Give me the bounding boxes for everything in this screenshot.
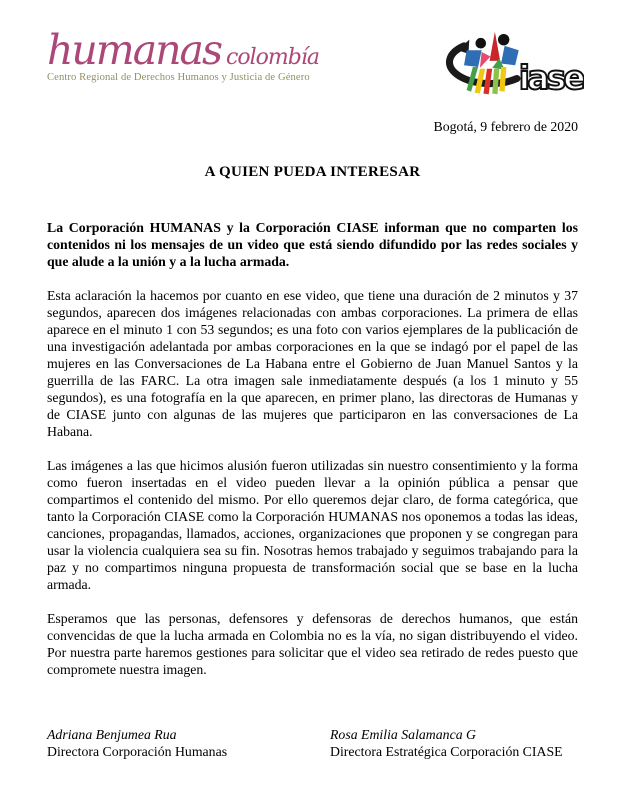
ciase-logo xyxy=(434,24,584,108)
ciase-logo-text: iase xyxy=(518,59,583,98)
humanas-logo-tagline: Centro Regional de Derechos Humanos y Justicia de Género xyxy=(47,72,310,83)
humanas-logo-name: humanas xyxy=(47,26,222,74)
signature-title: Directora Corporación Humanas xyxy=(47,744,228,759)
signature-name: Rosa Emilia Salamanca G xyxy=(330,727,477,742)
paragraph-statement: La Corporación HUMANAS y la Corporación CIASE informan que no comparten los contenidos ni los mensajes de un video que está siendo difundido por las redes sociales y que alude a la unión y a la lucha armada. xyxy=(47,220,578,269)
letter-body xyxy=(47,219,578,678)
ciase-logo-icon xyxy=(434,24,584,103)
humanas-logo-suffix: colombía xyxy=(226,45,319,70)
humanas-logo xyxy=(47,24,319,84)
letter-title: A QUIEN PUEDA INTERESAR xyxy=(204,164,421,180)
signature-ciase xyxy=(330,726,578,760)
signature-name: Adriana Benjumea Rua xyxy=(47,727,177,742)
paragraph-clarification: Esta aclaración la hacemos por cuanto en ese video, que tiene una duración de 2 minutos y 37 segundos, aparecen dos imágenes relacionadas con ambas corporaciones. La primera de ellas aparece en el minuto 1 con 53 segundos; es una foto con varios ejemplares de la publicación de una investigación adelantada por ambas corporaciones en la que se indagó por el papel de las mujeres en las Conversaciones de La Habana entre el Gobierno de Juan Manuel Santos y la guerrilla de las FARC. La otra imagen sale inmediatamente después (a los 1 minuto y 55 segundos), es una fotografía en la que aparecen, en primer plano, las directoras de Humanas y de CIASE junto con algunas de las mujeres que participaron en las conversaciones de La Habana. xyxy=(47,288,578,439)
signature-humanas xyxy=(47,726,330,760)
humanas-logo-wordmark xyxy=(47,26,319,74)
letter-date: Bogotá, 9 febrero de 2020 xyxy=(433,119,578,134)
signature-title: Directora Estratégica Corporación CIASE xyxy=(330,744,563,759)
signatures xyxy=(47,726,578,760)
paragraph-request: Esperamos que las personas, defensores y defensoras de derechos humanos, que están convencidas de que la lucha armada en Colombia no es la vía, no sigan distribuyendo el video. Por nuestra parte haremos gestiones para solicitar que el video sea retirado de redes puesto que compromete nuestra imagen. xyxy=(47,611,578,677)
paragraph-position: Las imágenes a las que hicimos alusión fueron utilizadas sin nuestro consentimiento y la forma como fueron insertadas en el video pueden llevar a la opinión pública a pensar que compartimos el contenido del mismo. Por ello queremos dejar claro, de forma categórica, que tanto la Corporación CIASE como la Corporación HUMANAS nos oponemos a todas las ideas, canciones, propagandas, llamados, acciones, organizaciones que proponen y se congregan para usar la violencia cualquiera sea su fin. Nosotras hemos trabajado y seguimos trabajando para la paz y no compartimos ninguna propuesta de transformación social que se base en la lucha armada. xyxy=(47,458,578,592)
letterhead xyxy=(47,24,583,104)
